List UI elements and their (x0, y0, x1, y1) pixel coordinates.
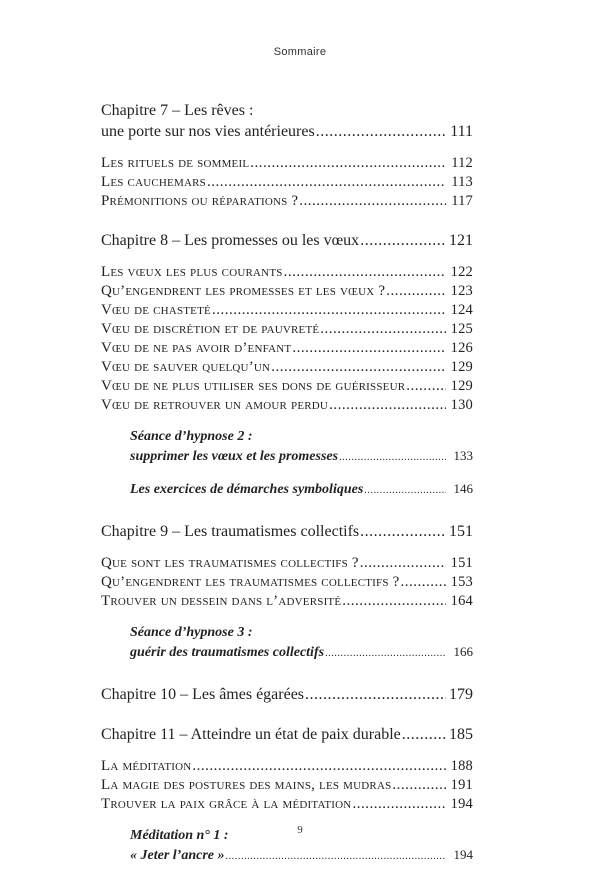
page-number: 129 (450, 378, 473, 394)
toc-section[interactable] (101, 263, 473, 282)
table-of-contents (101, 100, 473, 866)
toc-chapter-7[interactable] (101, 100, 473, 142)
dot-leader (400, 573, 446, 592)
page-number: 112 (451, 155, 473, 171)
page-number: 185 (449, 726, 473, 743)
toc-section[interactable] (101, 757, 473, 776)
toc-section[interactable] (101, 795, 473, 814)
dot-leader (360, 230, 446, 251)
section-title: Trouver la paix grâce à la méditation (101, 796, 352, 812)
page-number-footer: 9 (297, 824, 303, 836)
toc-section[interactable] (101, 192, 473, 211)
page-number: 122 (450, 264, 473, 280)
toc-chapter-9[interactable] (101, 521, 473, 542)
subsection-title-line: Séance d’hypnose 3 : (130, 625, 253, 640)
page-number: 179 (449, 686, 473, 703)
dot-leader (225, 846, 446, 866)
toc-section[interactable] (101, 301, 473, 320)
section-title: Trouver un dessein dans l’adversité (101, 593, 342, 609)
page-number: 121 (449, 232, 473, 249)
chapter-title-line: une porte sur nos vies antérieures (101, 123, 315, 140)
dot-leader (352, 795, 446, 814)
section-title: La magie des postures des mains, les mudras (101, 777, 392, 793)
section-title: Vœu de sauver quelqu’un (101, 359, 271, 375)
dot-leader (305, 684, 446, 705)
page-number: 133 (453, 448, 473, 463)
toc-section[interactable] (101, 592, 473, 611)
toc-exercises[interactable] (130, 479, 473, 500)
section-title: Vœu de chasteté (101, 302, 211, 318)
section-title: Qu’engendrent les promesses et les vœux ? (101, 283, 386, 299)
subsection-title: Les exercices de démarches symboliques (130, 482, 364, 497)
dot-leader (316, 121, 446, 142)
page-number: 191 (450, 777, 473, 793)
toc-section[interactable] (101, 377, 473, 396)
page-number: 129 (450, 359, 473, 375)
dot-leader (342, 592, 446, 611)
section-title: Que sont les traumatismes collectifs ? (101, 555, 359, 571)
page-number: 151 (450, 555, 473, 571)
chapter-title: Chapitre 8 – Les promesses ou les vœux (101, 232, 360, 249)
running-header: Sommaire (273, 46, 327, 58)
toc-section[interactable] (101, 320, 473, 339)
dot-leader (402, 724, 446, 745)
section-title: Vœu de discrétion et de pauvreté (101, 321, 320, 337)
page-number: 164 (450, 593, 473, 609)
chapter-title: Chapitre 11 – Atteindre un état de paix durable (101, 726, 401, 743)
subsection-title-line: « Jeter l’ancre » (130, 848, 225, 863)
chapter-title: Chapitre 10 – Les âmes égarées (101, 686, 305, 703)
dot-leader (212, 301, 446, 320)
dot-leader (284, 263, 446, 282)
page-number: 124 (450, 302, 473, 318)
dot-leader (360, 554, 446, 573)
page-number: 111 (450, 123, 473, 140)
section-title: Vœu de retrouver un amour perdu (101, 397, 329, 413)
toc-hypnosis-session-2[interactable] (130, 427, 473, 467)
dot-leader (329, 396, 446, 415)
section-title: La méditation (101, 758, 192, 774)
section-title: Prémonitions ou réparations ? (101, 193, 299, 209)
page-number: 153 (450, 574, 473, 590)
toc-hypnosis-session-3[interactable] (130, 623, 473, 663)
toc-section[interactable] (101, 358, 473, 377)
page-number: 146 (453, 481, 473, 496)
section-title: Les rituels de sommeil (101, 155, 250, 171)
toc-chapter-8[interactable] (101, 230, 473, 251)
subsection-title-line: Méditation n° 1 : (130, 828, 229, 843)
page-number: 194 (453, 847, 473, 862)
page-number: 130 (450, 397, 473, 413)
dot-leader (360, 521, 446, 542)
dot-leader (299, 192, 446, 211)
toc-section[interactable] (101, 173, 473, 192)
toc-section[interactable] (101, 154, 473, 173)
dot-leader (207, 173, 446, 192)
dot-leader (192, 757, 446, 776)
dot-leader (386, 282, 446, 301)
subsection-title-line: supprimer les vœux et les promesses (130, 449, 339, 464)
toc-section[interactable] (101, 573, 473, 592)
dot-leader (271, 358, 446, 377)
chapter-title: Chapitre 9 – Les traumatismes collectifs (101, 523, 360, 540)
dot-leader (392, 776, 446, 795)
dot-leader (339, 447, 446, 467)
page-number: 123 (450, 283, 473, 299)
toc-section[interactable] (101, 776, 473, 795)
page-number: 125 (450, 321, 473, 337)
dot-leader (325, 643, 446, 663)
toc-section[interactable] (101, 396, 473, 415)
page-number: 151 (449, 523, 473, 540)
section-title: Les vœux les plus courants (101, 264, 283, 280)
toc-section[interactable] (101, 339, 473, 358)
page-number: 113 (451, 174, 473, 190)
subsection-title-line: guérir des traumatismes collectifs (130, 645, 325, 660)
toc-chapter-11[interactable] (101, 724, 473, 745)
page-number: 166 (453, 644, 473, 659)
toc-chapter-10[interactable] (101, 684, 473, 705)
dot-leader (292, 339, 446, 358)
chapter-title-line: Chapitre 7 – Les rêves : (101, 102, 254, 119)
page-number: 117 (451, 193, 473, 209)
page-number: 126 (450, 340, 473, 356)
section-title: Qu’engendrent les traumatismes collectifs ? (101, 574, 400, 590)
section-title: Les cauchemars (101, 174, 206, 190)
dot-leader (250, 154, 446, 173)
section-title: Vœu de ne plus utiliser ses dons de guérisseur (101, 378, 406, 394)
dot-leader (320, 320, 446, 339)
dot-leader (364, 480, 446, 500)
subsection-title-line: Séance d’hypnose 2 : (130, 429, 253, 444)
toc-section[interactable] (101, 554, 473, 573)
section-title: Vœu de ne pas avoir d’enfant (101, 340, 292, 356)
page-number: 188 (450, 758, 473, 774)
page-number: 194 (450, 796, 473, 812)
toc-section[interactable] (101, 282, 473, 301)
dot-leader (406, 377, 446, 396)
